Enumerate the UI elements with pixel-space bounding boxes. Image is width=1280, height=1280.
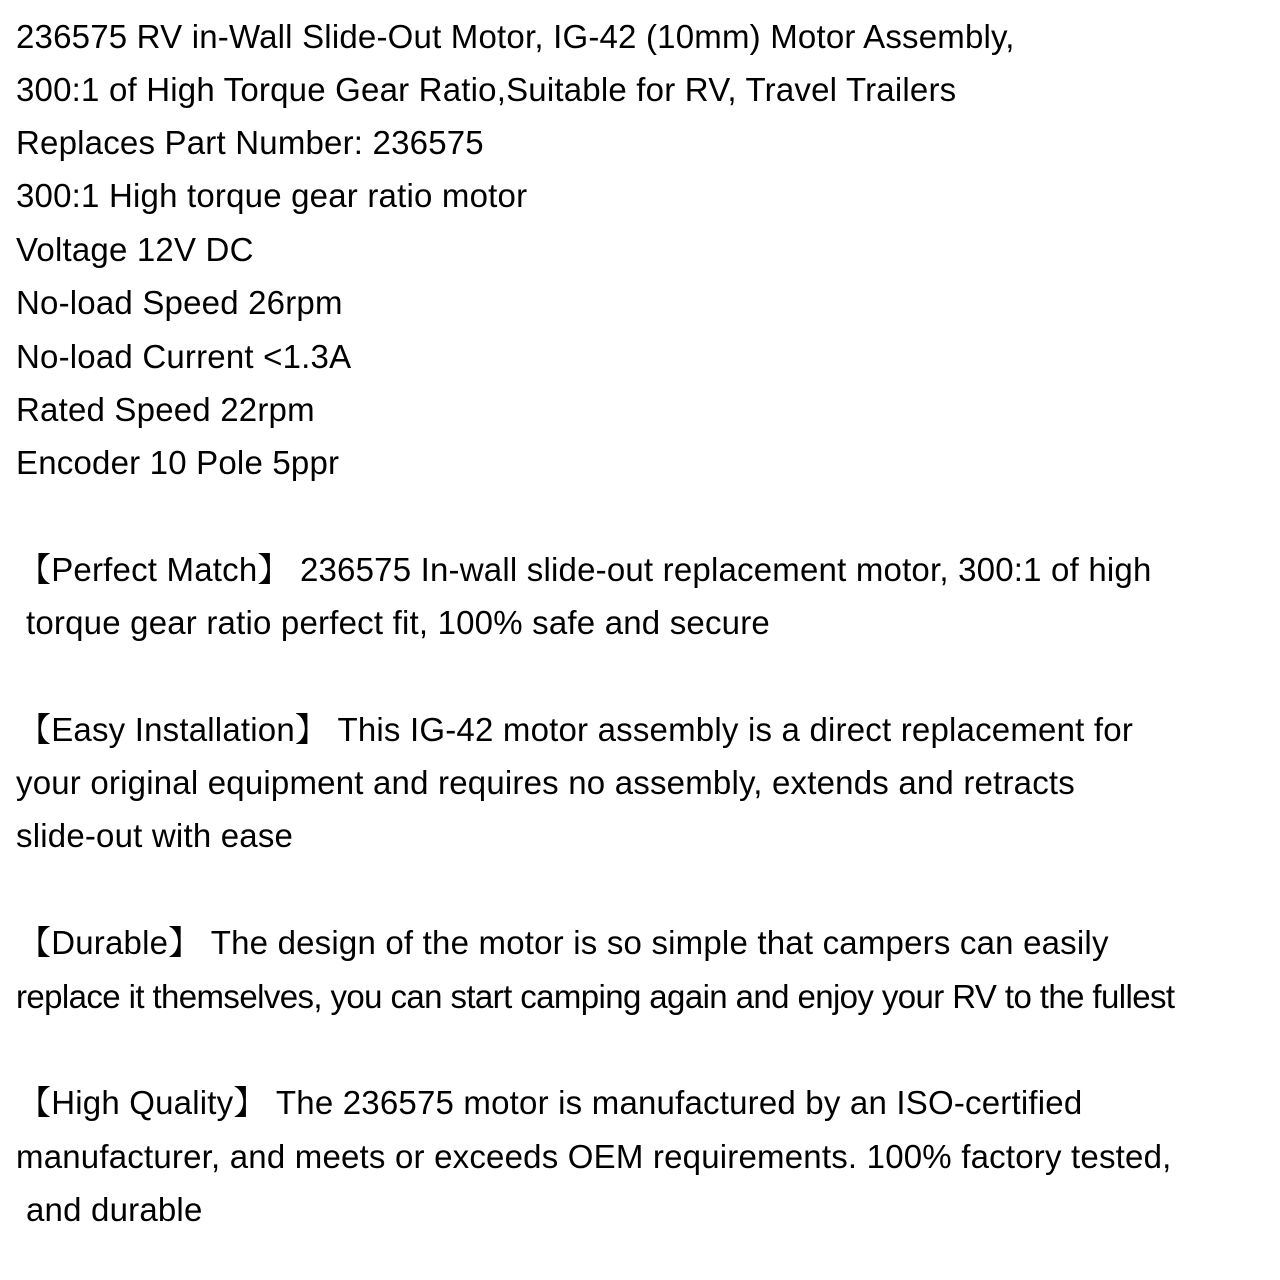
feature-high-quality-line-2: manufacturer, and meets or exceeds OEM requirements. 100% factory tested, (16, 1138, 1172, 1175)
spec-part-number: Replaces Part Number: 236575 (16, 124, 484, 161)
spec-encoder: Encoder 10 Pole 5ppr (16, 444, 340, 481)
spec-gear-ratio: 300:1 High torque gear ratio motor (16, 177, 528, 214)
product-title-line-1: 236575 RV in-Wall Slide-Out Motor, IG-42 (10mm) Motor Assembly, (16, 18, 1015, 55)
spec-rated-speed: Rated Speed 22rpm (16, 391, 315, 428)
spec-no-load-current: No-load Current <1.3A (16, 338, 352, 375)
feature-easy-installation-line-3: slide-out with ease (16, 817, 294, 854)
feature-easy-installation-line-1: 【Easy Installation】 This IG-42 motor assembly is a direct replacement for (18, 711, 1134, 748)
product-title-line-2: 300:1 of High Torque Gear Ratio,Suitable for RV, Travel Trailers (16, 71, 957, 108)
feature-perfect-match-line-2: torque gear ratio perfect fit, 100% safe and secure (26, 604, 770, 641)
feature-high-quality-line-1: 【High Quality】 The 236575 motor is manufactured by an ISO-certified (18, 1084, 1083, 1121)
feature-high-quality-line-3: and durable (26, 1191, 203, 1228)
feature-durable-line-1: 【Durable】 The design of the motor is so simple that campers can easily (18, 924, 1109, 961)
feature-durable-line-2: replace it themselves, you can start camping again and enjoy your RV to the fullest (16, 978, 1175, 1015)
spec-no-load-speed: No-load Speed 26rpm (16, 284, 343, 321)
feature-easy-installation-line-2: your original equipment and requires no assembly, extends and retracts (16, 764, 1075, 801)
spec-voltage: Voltage 12V DC (16, 231, 254, 268)
feature-perfect-match-line-1: 【Perfect Match】 236575 In-wall slide-out replacement motor, 300:1 of high (18, 551, 1152, 588)
